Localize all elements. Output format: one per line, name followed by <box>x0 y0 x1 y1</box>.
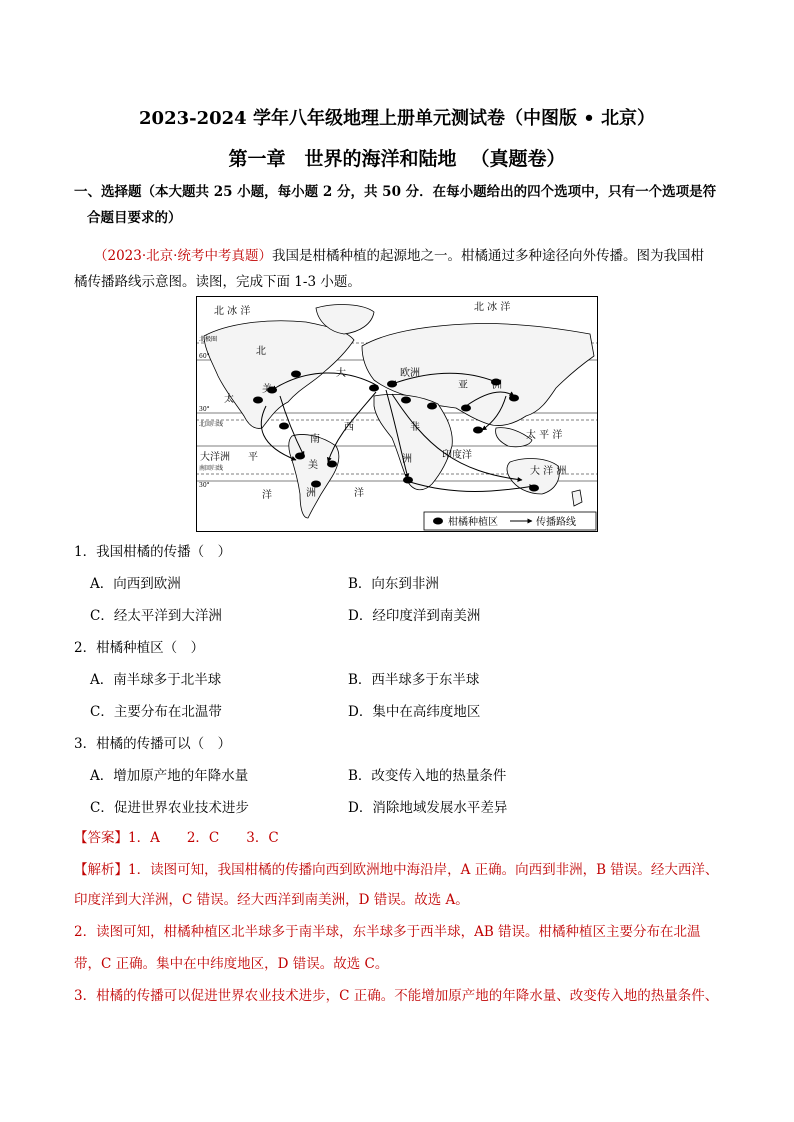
question-3-option-d[interactable]: D．消除地域发展水平差异 <box>348 800 508 816</box>
question-3-option-b[interactable]: B．改变传入地的热量条件 <box>348 768 507 784</box>
planting-area <box>473 427 483 434</box>
label-north-america-1: 北 <box>256 346 266 357</box>
planting-area <box>291 371 301 378</box>
question-2-option-d[interactable]: D．集中在高纬度地区 <box>348 704 481 720</box>
label-pacific-left: 太 <box>224 394 234 405</box>
question-3-stem: 3．柑橘的传播可以（ ） <box>74 736 232 752</box>
analysis-line-4: 带，C 正确。集中在中纬度地区，D 错误。故选 C。 <box>74 956 389 972</box>
label-atlantic-2: 西 <box>344 422 354 433</box>
label-tropic-cancer: 北回归线 <box>199 421 224 428</box>
label-lat30n: 30° <box>199 406 210 413</box>
chapter-name: 第一章 世界的海洋和陆地 <box>228 148 457 170</box>
question-source: （2023·北京·统考中考真题） <box>94 248 272 264</box>
map-legend <box>424 512 596 530</box>
legend-planting-symbol <box>433 518 443 525</box>
section-heading-line1: 一、选择题（本大题共 25 小题，每小题 2 分，共 50 分．在每小题给出的四个选项中，只有一个选项是符 <box>74 184 717 200</box>
chapter-suffix: （真题卷） <box>470 148 566 170</box>
planting-area <box>529 485 539 492</box>
planting-area <box>401 397 411 404</box>
label-atlantic-1: 大 <box>336 368 346 379</box>
question-3-option-a[interactable]: A．增加原产地的年降水量 <box>90 768 249 784</box>
label-indian-ocean: 印度洋 <box>442 450 472 461</box>
question-2-option-c[interactable]: C．主要分布在北温带 <box>90 704 222 720</box>
label-oceania-right: 大 洋 洲 <box>530 466 567 477</box>
analysis-line-1 <box>74 858 718 878</box>
analysis-text-1: 1．读图可知，我国柑橘的传播向西到欧洲地中海沿岸，A 正确。向西到非洲，B 错误。经大西洋、 <box>128 862 719 878</box>
label-yang-mid: 洋 <box>354 488 364 499</box>
question-2-stem: 2．柑橘种植区（ ） <box>74 640 205 656</box>
citrus-route-map <box>196 296 598 532</box>
label-south-america-3: 洲 <box>306 488 316 499</box>
planting-area <box>311 481 321 488</box>
question-2-option-a[interactable]: A．南半球多于北半球 <box>90 672 222 688</box>
map-svg <box>196 296 598 532</box>
label-arctic-right: 北 冰 洋 <box>474 302 511 313</box>
question-3-option-c[interactable]: C．促进世界农业技术进步 <box>90 800 249 816</box>
legend-route-label: 传播路线 <box>536 517 576 528</box>
planting-area <box>427 403 437 410</box>
label-yang-left: 洋 <box>262 490 272 501</box>
analysis-line-2: 印度洋到大洋洲，C 错误。经大西洋到南美洲，D 错误。故选 A。 <box>74 892 469 908</box>
question-1-stem: 1．我国柑橘的传播（ ） <box>74 544 232 560</box>
question-1-option-c[interactable]: C．经太平洋到大洋洲 <box>90 608 222 624</box>
legend-planting-label: 柑橘种植区 <box>448 517 498 528</box>
analysis-line-3: 2．读图可知，柑橘种植区北半球多于南半球，东半球多于西半球，AB 错误。柑橘种植区主要分布在北温 <box>74 924 701 940</box>
label-arctic-circle: 北极圈 <box>199 336 218 343</box>
planting-area <box>403 477 413 484</box>
analysis-line-5: 3．柑橘的传播可以促进世界农业技术进步，C 正确。不能增加原产地的年降水量、改变传入地的热量条件、 <box>74 988 719 1004</box>
label-africa-1: 非 <box>410 422 420 433</box>
label-europe: 欧洲 <box>400 368 420 379</box>
planting-area <box>279 423 289 430</box>
label-south-america-1: 南 <box>310 434 320 445</box>
answer-line <box>74 826 279 846</box>
label-north-america-2: 美 <box>262 384 272 395</box>
section-heading-line2: 合题目要求的） <box>87 210 182 226</box>
planting-area <box>253 397 263 404</box>
question-1-option-d[interactable]: D．经印度洋到南美洲 <box>348 608 481 624</box>
label-tropic-capricorn: 南回归线 <box>199 465 224 472</box>
label-ping: 平 <box>248 452 258 463</box>
intro-text1: 我国是柑橘种植的起源地之一。柑橘通过多种途径向外传播。图为我国柑 <box>271 248 704 264</box>
label-lat30s: 30° <box>199 482 210 489</box>
planting-area <box>327 461 337 468</box>
chapter-title <box>0 144 794 171</box>
question-1-option-b[interactable]: B．向东到非洲 <box>348 576 439 592</box>
intro-line1 <box>94 244 704 264</box>
answer-text: 1．A 2．C 3．C <box>128 830 279 846</box>
planting-area <box>295 453 305 460</box>
analysis-label: 【解析】 <box>74 862 128 878</box>
planting-area <box>509 395 519 402</box>
label-asia-1: 亚 <box>458 380 468 391</box>
question-2-option-b[interactable]: B．西半球多于东半球 <box>348 672 480 688</box>
label-oceania-left: 大洋洲 <box>200 452 230 463</box>
label-pacific-right: 太 平 洋 <box>526 430 563 441</box>
intro-line2: 橘传播路线示意图。读图，完成下面 1-3 小题。 <box>74 274 361 290</box>
label-africa-2: 洲 <box>402 454 412 465</box>
label-asia-2: 洲 <box>492 380 502 391</box>
planting-area <box>461 405 471 412</box>
label-arctic-left: 北 冰 洋 <box>214 306 251 317</box>
answer-label: 【答案】 <box>74 830 128 846</box>
planting-area <box>369 385 379 392</box>
question-1-option-a[interactable]: A．向西到欧洲 <box>90 576 181 592</box>
planting-area <box>387 381 397 388</box>
label-south-america-2: 美 <box>308 460 318 471</box>
exam-title: 2023-2024 学年八年级地理上册单元测试卷（中图版 • 北京） <box>139 108 655 129</box>
label-lat60: 60° <box>199 353 210 360</box>
